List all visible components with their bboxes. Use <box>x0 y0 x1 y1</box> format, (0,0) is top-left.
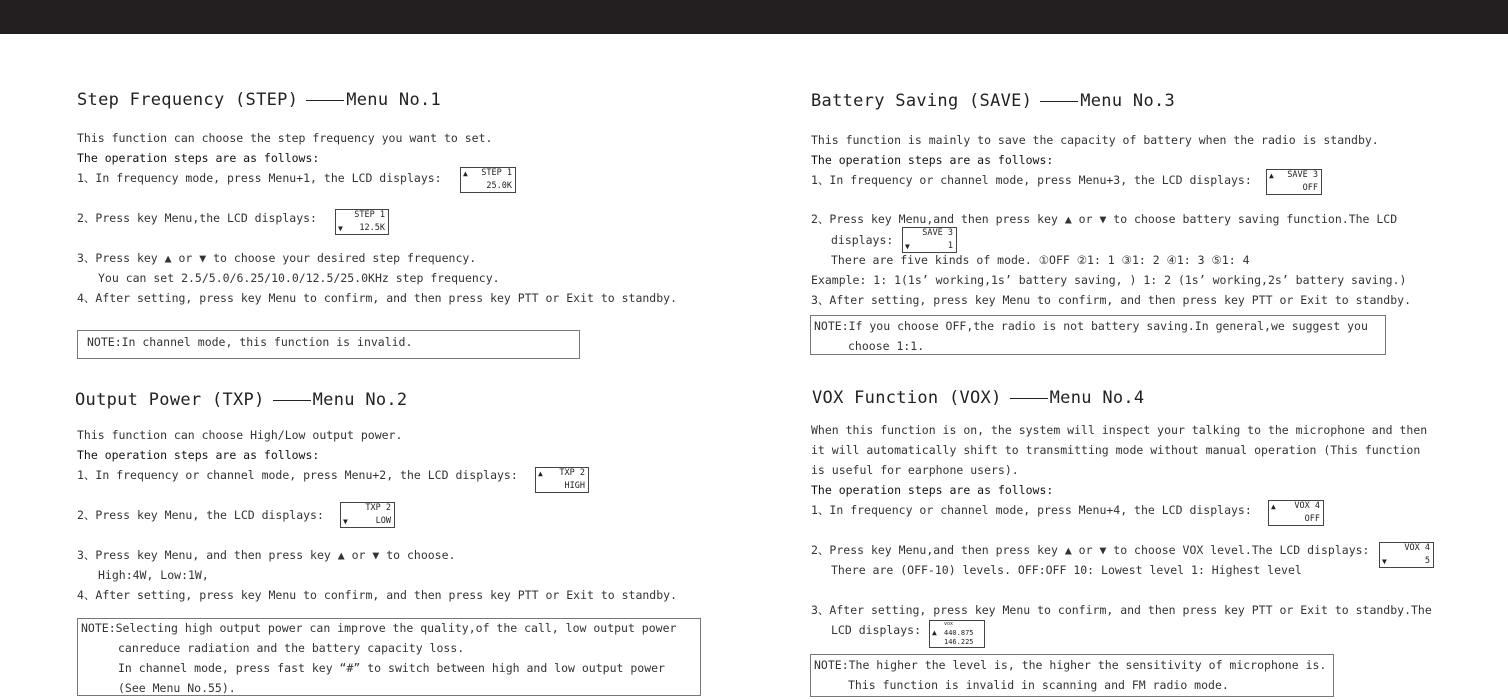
save-note-line2: choose 1:1. <box>848 339 925 353</box>
txp-ops: The operation steps are as follows: <box>77 448 320 462</box>
step-step3-detail: You can set 2.5/5.0/6.25/10.0/12.5/25.0KHz step frequency. <box>98 271 500 285</box>
vox-step3: 3、After setting, press key Menu to confirm, and then press key PTT or Exit to standby.The <box>811 603 1432 617</box>
txp-title: Output Power (TXP) <box>75 390 265 410</box>
heading-dash <box>306 100 344 101</box>
lcd-save-1 <box>1266 169 1322 195</box>
save-modes: There are five kinds of mode. ①OFF ②1: 1 ③1: 2 ④1: 3 ⑤1: 4 <box>831 253 1250 267</box>
txp-heading <box>75 390 407 410</box>
txp-menu: Menu No.2 <box>312 390 408 410</box>
down-arrow-icon: ▼ <box>1382 557 1387 566</box>
save-note-line1: NOTE:If you choose OFF,the radio is not battery saving.In general,we suggest you <box>814 319 1368 333</box>
vox-ops: The operation steps are as follows: <box>811 483 1054 497</box>
heading-dash <box>1040 101 1078 102</box>
txp-intro: This function can choose High/Low output power. <box>77 428 403 442</box>
lcd-label: SAVE 3 <box>922 228 953 238</box>
lcd-frequency-b: 146.225 <box>944 638 974 646</box>
lcd-label: STEP 1 <box>354 210 385 220</box>
step-heading <box>77 90 441 110</box>
vox-note-line2: This function is invalid in scanning and FM radio mode. <box>848 678 1229 692</box>
down-arrow-icon: ▼ <box>905 242 910 251</box>
vox-intro-line1: When this function is on, the system will inspect your talking to the microphone and then <box>811 423 1428 437</box>
save-menu: Menu No.3 <box>1080 91 1176 111</box>
save-step2-displays: displays: <box>831 233 894 247</box>
lcd-label: TXP 2 <box>559 468 585 478</box>
step-intro: This function can choose the step frequency you want to set. <box>77 131 493 145</box>
vox-levels: There are (OFF-10) levels. OFF:OFF 10: Lowest level 1: Highest level <box>831 563 1302 577</box>
lcd-vox-3 <box>929 620 985 648</box>
txp-note-line1: NOTE:Selecting high output power can improve the quality,of the call, low output power <box>81 621 677 635</box>
up-arrow-icon: ▲ <box>1269 171 1274 180</box>
lcd-value: 12.5K <box>359 223 385 233</box>
txp-step3-detail: High:4W, Low:1W, <box>98 568 209 582</box>
lcd-frequency-a: 440.875 <box>944 629 974 637</box>
lcd-txp-1 <box>535 467 589 493</box>
lcd-save-2 <box>902 227 957 253</box>
step-step4: 4、After setting, press key Menu to confirm, and then press key PTT or Exit to standby. <box>77 291 678 305</box>
heading-dash <box>273 400 311 401</box>
heading-dash <box>1010 398 1048 399</box>
lcd-label: TXP 2 <box>365 503 391 513</box>
txp-step2: 2、Press key Menu, the LCD displays: <box>77 508 324 522</box>
lcd-value: OFF <box>1302 183 1318 193</box>
vox-intro-line3: is useful for earphone users). <box>811 463 1019 477</box>
lcd-step-2 <box>335 209 389 235</box>
lcd-value: OFF <box>1304 514 1320 524</box>
step-step1: 1、In frequency mode, press Menu+1, the LCD displays: <box>77 171 442 185</box>
vox-step2: 2、Press key Menu,and then press key ▲ or ▼ to choose VOX level.The LCD displays: <box>811 543 1370 557</box>
step-step2: 2、Press key Menu,the LCD displays: <box>77 211 317 225</box>
down-arrow-icon: ▼ <box>343 517 348 526</box>
save-ops: The operation steps are as follows: <box>811 153 1054 167</box>
top-bar <box>0 0 1508 34</box>
save-step1: 1、In frequency or channel mode, press Menu+3, the LCD displays: <box>811 173 1252 187</box>
save-heading <box>811 91 1175 111</box>
step-menu: Menu No.1 <box>346 90 442 110</box>
txp-note-line4: (See Menu No.55). <box>118 681 236 695</box>
lcd-value: LOW <box>375 516 391 526</box>
down-arrow-icon: ▼ <box>338 224 343 233</box>
vox-title: VOX Function (VOX) <box>812 388 1002 408</box>
lcd-vox-2 <box>1379 542 1434 568</box>
up-arrow-icon: ▲ <box>463 169 468 178</box>
txp-step4: 4、After setting, press key Menu to confirm, and then press key PTT or Exit to standby. <box>77 588 678 602</box>
step-note: NOTE:In channel mode, this function is invalid. <box>87 335 413 349</box>
vox-menu: Menu No.4 <box>1049 388 1145 408</box>
lcd-label: SAVE 3 <box>1287 170 1318 180</box>
txp-step1: 1、In frequency or channel mode, press Menu+2, the LCD displays: <box>77 468 518 482</box>
lcd-value: 1 <box>947 241 953 251</box>
save-step2: 2、Press key Menu,and then press key ▲ or ▼ to choose battery saving function.The LCD <box>811 212 1398 226</box>
vox-note-line1: NOTE:The higher the level is, the higher the sensitivity of microphone is. <box>814 658 1327 672</box>
step-ops: The operation steps are as follows: <box>77 151 320 165</box>
up-arrow-icon: ▲ <box>538 469 543 478</box>
save-step3: 3、After setting, press key Menu to confirm, and then press key PTT or Exit to standby. <box>811 293 1412 307</box>
save-title: Battery Saving (SAVE) <box>811 91 1033 111</box>
step-step3: 3、Press key ▲ or ▼ to choose your desired step frequency. <box>77 251 477 265</box>
vox-step3-displays: LCD displays: <box>831 623 922 637</box>
vox-intro-line2: it will automatically shift to transmitting mode without manual operation (This function <box>811 443 1421 457</box>
lcd-value: HIGH <box>564 481 585 491</box>
save-intro: This function is mainly to save the capacity of battery when the radio is standby. <box>811 133 1379 147</box>
txp-note-line2: canreduce radiation and the battery capacity loss. <box>118 641 465 655</box>
lcd-label: VOX 4 <box>1294 501 1320 511</box>
lcd-step-1 <box>460 167 516 193</box>
txp-step3: 3、Press key Menu, and then press key ▲ or ▼ to choose. <box>77 548 456 562</box>
lcd-label: VOX 4 <box>1404 543 1430 553</box>
lcd-value: 25.0K <box>486 181 512 191</box>
txp-note-line3: In channel mode, press fast key “#” to switch between high and low output power <box>118 661 665 675</box>
up-arrow-icon: ▲ <box>1271 502 1276 511</box>
lcd-vox-1 <box>1268 500 1324 526</box>
lcd-label: STEP 1 <box>481 168 512 178</box>
vox-heading <box>812 388 1144 408</box>
lcd-value: 5 <box>1424 556 1430 566</box>
up-arrow-icon: ▲ <box>932 628 937 637</box>
vox-step1: 1、In frequency or channel mode, press Menu+4, the LCD displays: <box>811 503 1252 517</box>
step-title: Step Frequency (STEP) <box>77 90 299 110</box>
lcd-txp-2 <box>340 502 395 528</box>
save-example: Example: 1: 1(1s’ working,1s’ battery saving, ) 1: 2 (1s’ working,2s’ battery saving.) <box>811 273 1407 287</box>
lcd-label: vox <box>944 621 954 627</box>
